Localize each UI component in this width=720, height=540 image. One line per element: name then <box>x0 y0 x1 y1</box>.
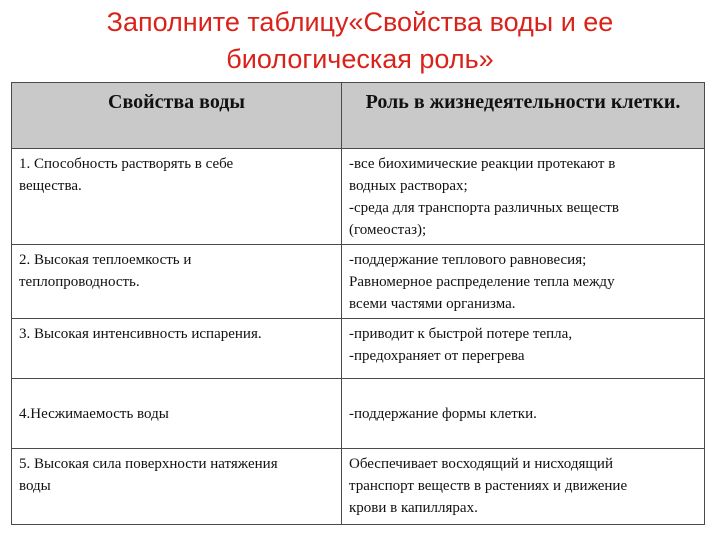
cell-line: теплопроводность. <box>19 274 140 290</box>
role-cell <box>342 149 705 245</box>
property-cell <box>12 319 342 379</box>
header-properties <box>12 83 342 149</box>
header-role-line-1: Роль в жизнедеятельности <box>365 91 606 113</box>
cell-line: воды <box>19 478 51 494</box>
cell-line: Равномерное распределение тепла между <box>349 274 615 290</box>
water-properties-table <box>11 82 705 525</box>
table-row <box>12 449 705 525</box>
role-cell <box>342 379 705 449</box>
cell-line: -среда для транспорта различных веществ <box>349 200 619 216</box>
property-cell <box>12 449 342 525</box>
property-cell <box>12 379 342 449</box>
property-cell <box>12 149 342 245</box>
cell-line: водных растворах; <box>349 178 468 194</box>
table-row <box>12 149 705 245</box>
table-row <box>12 319 705 379</box>
cell-line: -поддержание теплового равновесия; <box>349 252 587 268</box>
role-cell <box>342 245 705 319</box>
cell-line: Обеспечивает восходящий и нисходящий <box>349 456 613 472</box>
cell-line: -все биохимические реакции протекают в <box>349 156 616 172</box>
cell-line: 4.Несжимаемость воды <box>19 406 169 422</box>
property-cell <box>12 245 342 319</box>
cell-line: 1. Способность растворять в себе <box>19 156 234 172</box>
page-title <box>20 4 700 78</box>
cell-line: -приводит к быстрой потере тепла, <box>349 326 573 342</box>
role-cell <box>342 449 705 525</box>
title-line-2: биологическая роль» <box>226 44 494 74</box>
cell-line: 2. Высокая теплоемкость и <box>19 252 192 268</box>
table-header-row <box>12 83 705 149</box>
title-line-1: Заполните таблицу«Свойства воды и ее <box>106 7 614 37</box>
cell-line: вещества. <box>19 178 82 194</box>
cell-line: (гомеостаз); <box>349 222 427 238</box>
header-role <box>342 83 705 149</box>
cell-line: всеми частями организма. <box>349 296 516 312</box>
cell-line: транспорт веществ в растениях и движение <box>349 478 628 494</box>
table-row <box>12 245 705 319</box>
role-cell <box>342 319 705 379</box>
cell-line: -предохраняет от перегрева <box>349 348 525 364</box>
header-properties-label: Свойства воды <box>108 91 245 113</box>
table-row <box>12 379 705 449</box>
cell-line: -поддержание формы клетки. <box>349 406 537 422</box>
cell-line: 5. Высокая сила поверхности натяжения <box>19 456 278 472</box>
cell-line: крови в капиллярах. <box>349 500 478 516</box>
cell-line: 3. Высокая интенсивность испарения. <box>19 326 262 342</box>
header-role-line-2: клетки. <box>610 91 681 113</box>
